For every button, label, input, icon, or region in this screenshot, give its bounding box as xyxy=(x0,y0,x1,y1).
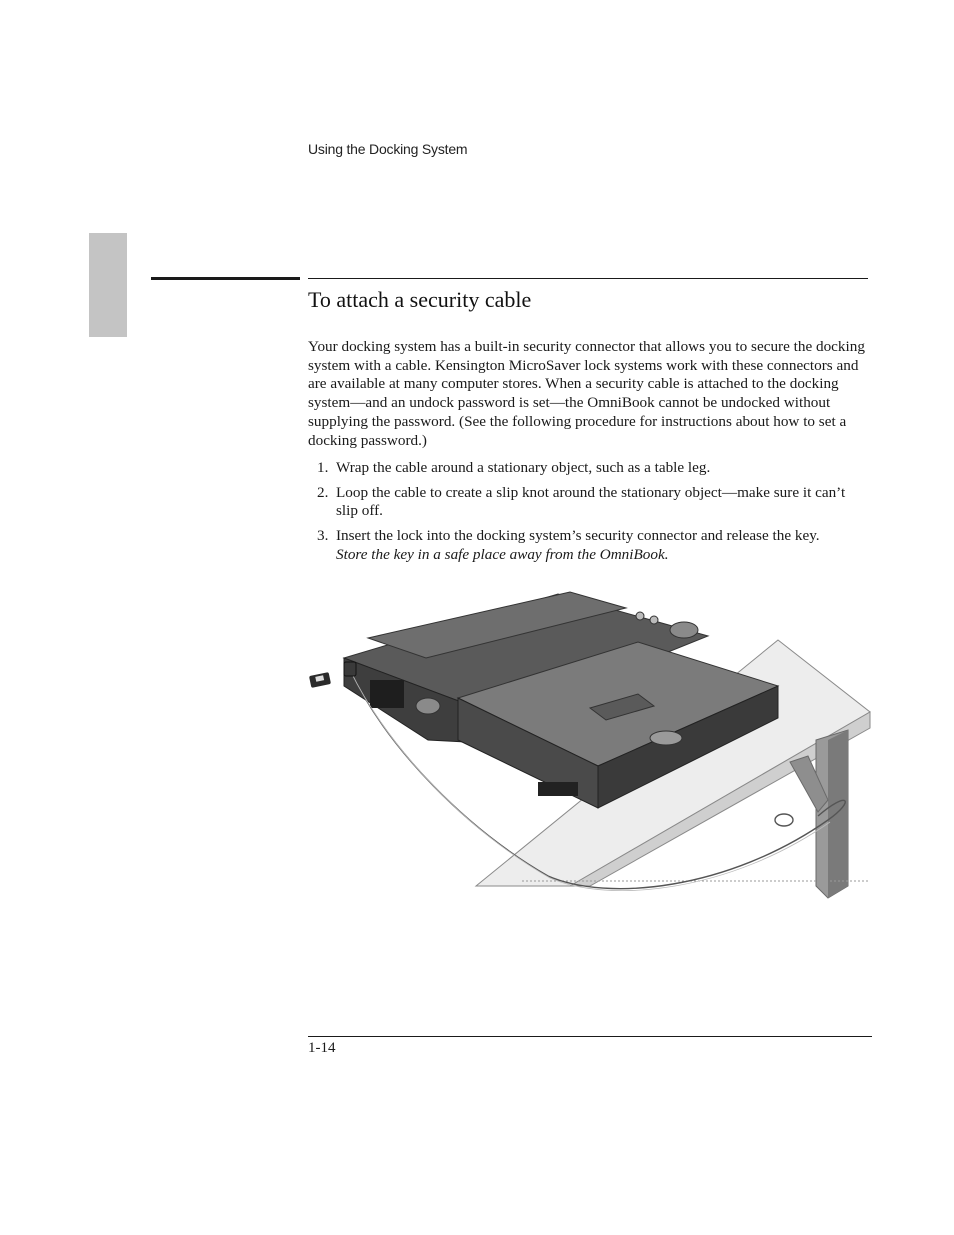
running-header: Using the Docking System xyxy=(308,141,468,157)
section-title: To attach a security cable xyxy=(308,287,532,312)
step-number: 3. xyxy=(317,527,329,545)
section-rule-right xyxy=(308,278,868,279)
step-text: Wrap the cable around a stationary object, such as a table leg. xyxy=(336,459,711,476)
step-item xyxy=(308,459,870,478)
intro-paragraph: Your docking system has a built-in security connector that allows you to secure the docking system with a cable. Kensington MicroSaver lock systems work with these connectors and are available at many computer stores. When a security cable is attached to the docking system—and an undock password is set—the OmniBook cannot be undocked without supplying the password. (See the following procedure for instructions about how to set a docking password.) xyxy=(308,338,865,449)
procedure-steps xyxy=(308,459,870,571)
docking-security-illustration xyxy=(308,590,872,900)
step-text: Insert the lock into the docking system’s security connector and release the key. xyxy=(336,527,820,545)
step-number: 2. xyxy=(317,483,329,501)
step-item xyxy=(308,484,870,521)
step-note: Store the key in a safe place away from the OmniBook. xyxy=(336,545,669,563)
footer-rule xyxy=(308,1036,872,1037)
page-number: 1-14 xyxy=(308,1040,336,1056)
step-number: 1. xyxy=(317,459,329,476)
chapter-thumb-tab xyxy=(89,233,127,337)
step-item xyxy=(308,527,870,564)
step-text: Loop the cable to create a slip knot around the stationary object—make sure it can’t slip off. xyxy=(336,483,846,520)
section-rule-left xyxy=(151,277,300,280)
